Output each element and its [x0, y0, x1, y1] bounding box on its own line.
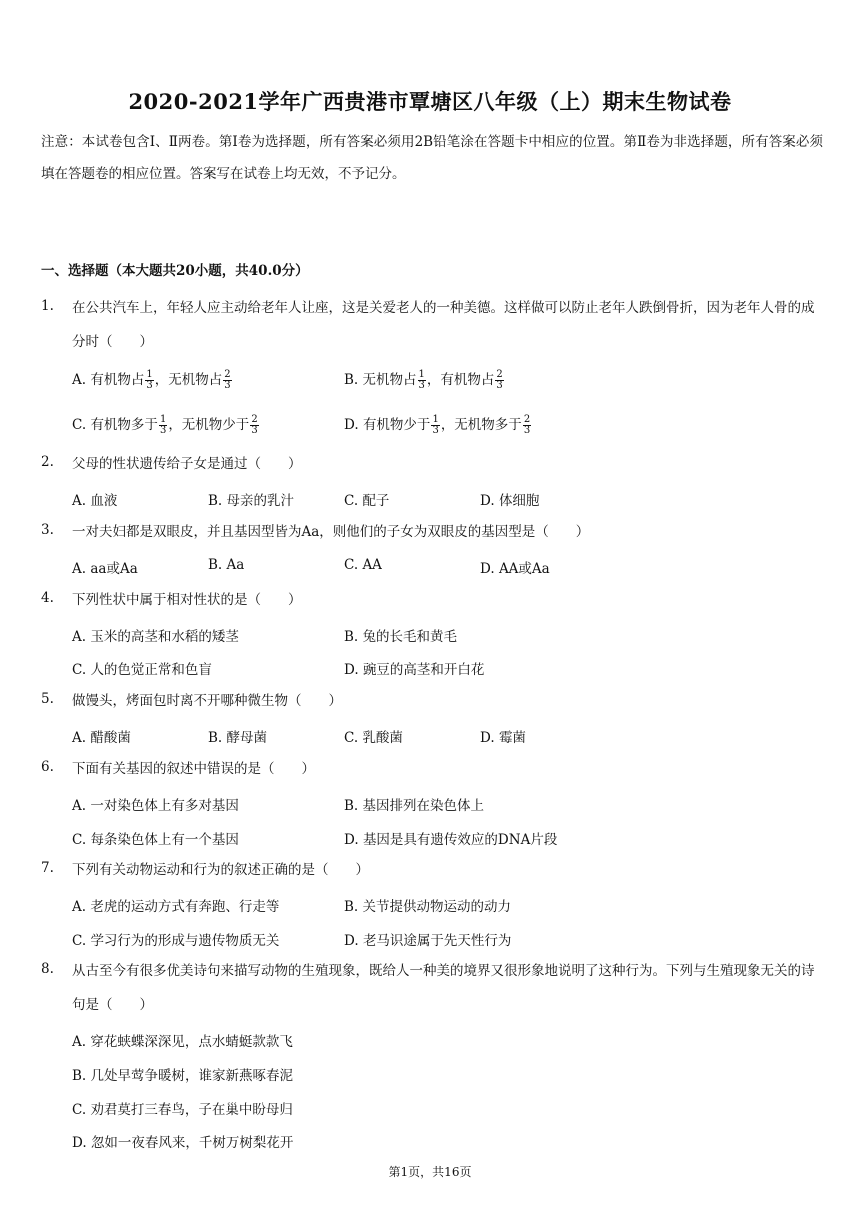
option-text: 有机物少于 [362, 417, 431, 433]
option-text: ，无机物占 [154, 372, 223, 388]
question-text: 下列性状中属于相对性状的是（ ） [72, 592, 302, 608]
option-5b[interactable]: B. 酵母菌 [208, 730, 268, 746]
option-text: ，无机物多于 [440, 417, 522, 433]
option-7d[interactable]: D. 老马识途属于先天性行为 [344, 933, 512, 949]
question-3 [41, 515, 823, 549]
question-number: 2. [41, 454, 54, 470]
option-4a[interactable]: A. 玉米的高茎和水稻的矮茎 [72, 629, 239, 645]
question-text: 下面有关基因的叙述中错误的是（ ） [72, 761, 315, 777]
question-number: 8. [41, 961, 54, 977]
option-8a[interactable]: A. 穿花蛱蝶深深见，点水蜻蜓款款飞 [72, 1034, 293, 1050]
question-6 [41, 752, 823, 786]
question-number: 4. [41, 590, 54, 606]
option-text: ，无机物少于 [168, 417, 250, 433]
question-text: 下列有关动物运动和行为的叙述正确的是（ ） [72, 862, 369, 878]
option-3c[interactable]: C. AA [344, 557, 382, 573]
section-heading: 一、选择题（本大题共20小题，共40.0分） [41, 263, 309, 279]
question-text: 父母的性状遗传给子女是通过（ ） [72, 456, 302, 472]
question-text: 从古至今有很多优美诗句来描写动物的生殖现象，既给人一种美的境界又很形象地说明了这种行为。下列与生殖现象无关的诗句是（ ） [72, 963, 815, 1013]
option-text: 有机物占 [90, 372, 145, 388]
question-4 [41, 583, 823, 617]
option-5a[interactable]: A. 醋酸菌 [72, 730, 131, 746]
option-label: A. [72, 372, 87, 388]
option-text: 无机物占 [362, 372, 417, 388]
option-7c[interactable]: C. 学习行为的形成与遗传物质无关 [72, 933, 280, 949]
option-7a[interactable]: A. 老虎的运动方式有奔跑、行走等 [72, 899, 280, 915]
page-footer: 第1页，共16页 [388, 1165, 472, 1179]
question-number: 5. [41, 691, 54, 707]
option-5c[interactable]: C. 乳酸菌 [344, 730, 403, 746]
option-label: C. [72, 417, 87, 433]
option-2b[interactable]: B. 母亲的乳汁 [208, 493, 295, 509]
page-title: 2020-2021学年广西贵港市覃塘区八年级（上）期末生物试卷 [128, 89, 732, 114]
fraction: $\frac{1}{3}$ [418, 369, 425, 391]
option-text: 有机物多于 [90, 417, 158, 433]
fraction: $\frac{2}{3}$ [523, 414, 531, 436]
option-4b[interactable]: B. 兔的长毛和黄毛 [344, 629, 458, 645]
option-7b[interactable]: B. 关节提供动物运动的动力 [344, 899, 512, 915]
option-4c[interactable]: C. 人的色觉正常和色盲 [72, 662, 212, 678]
option-label: D. [344, 417, 359, 433]
notice-text: 注意：本试卷包含Ⅰ、Ⅱ两卷。第Ⅰ卷为选择题，所有答案必须用2B铅笔涂在答题卡中相应的位置。第Ⅱ卷为非选择题，所有答案必须填在答题卷的相应位置。答案写在试卷上均无效，不予记分。 [41, 134, 823, 182]
question-8 [41, 954, 823, 1022]
question-7 [41, 853, 823, 887]
option-3d[interactable]: D. AA或Aa [480, 561, 550, 577]
fraction: $\frac{1}{3}$ [432, 414, 439, 436]
option-6c[interactable]: C. 每条染色体上有一个基因 [72, 832, 239, 848]
fraction: $\frac{2}{3}$ [251, 414, 258, 436]
fraction: $\frac{1}{3}$ [159, 414, 167, 436]
option-4d[interactable]: D. 豌豆的高茎和开白花 [344, 662, 485, 678]
option-3b[interactable]: B. Aa [208, 557, 245, 573]
option-1c[interactable] [72, 413, 260, 436]
option-6d[interactable]: D. 基因是具有遗传效应的DNA片段 [344, 832, 558, 848]
question-number: 1. [41, 298, 54, 314]
option-8b[interactable]: B. 几处早莺争暖树，谁家新燕啄春泥 [72, 1068, 294, 1084]
option-2d[interactable]: D. 体细胞 [480, 493, 540, 509]
question-5 [41, 684, 823, 718]
question-text: 在公共汽车上，年轻人应主动给老年人让座，这是关爱老人的一种美德。这样做可以防止老年人跌倒骨折，因为老年人骨的成分时（ ） [72, 300, 815, 350]
option-6a[interactable]: A. 一对染色体上有多对基因 [72, 798, 239, 814]
question-number: 6. [41, 759, 54, 775]
option-label: B. [344, 372, 359, 388]
fraction: $\frac{2}{3}$ [496, 369, 503, 391]
question-text: 一对夫妇都是双眼皮，并且基因型皆为Aa，则他们的子女为双眼皮的基因型是（ ） [72, 524, 590, 540]
option-1d[interactable] [344, 413, 532, 436]
option-2a[interactable]: A. 血液 [72, 493, 118, 509]
option-text: ，有机物占 [426, 372, 495, 388]
question-2 [41, 447, 823, 481]
question-number: 3. [41, 522, 54, 538]
option-1a[interactable] [72, 368, 233, 391]
option-6b[interactable]: B. 基因排列在染色体上 [344, 798, 485, 814]
option-5d[interactable]: D. 霉菌 [480, 730, 526, 746]
option-2c[interactable]: C. 配子 [344, 493, 390, 509]
fraction: $\frac{1}{3}$ [146, 369, 153, 391]
option-3a[interactable]: A. aa或Aa [72, 561, 138, 577]
question-1 [41, 291, 823, 359]
option-8c[interactable]: C. 劝君莫打三春鸟，子在巢中盼母归 [72, 1102, 293, 1118]
question-text: 做馒头，烤面包时离不开哪种微生物（ ） [72, 693, 342, 709]
question-number: 7. [41, 860, 54, 876]
option-8d[interactable]: D. 忽如一夜春风来，千树万树梨花开 [72, 1135, 294, 1151]
option-1b[interactable] [344, 368, 505, 391]
fraction: $\frac{2}{3}$ [224, 369, 231, 391]
